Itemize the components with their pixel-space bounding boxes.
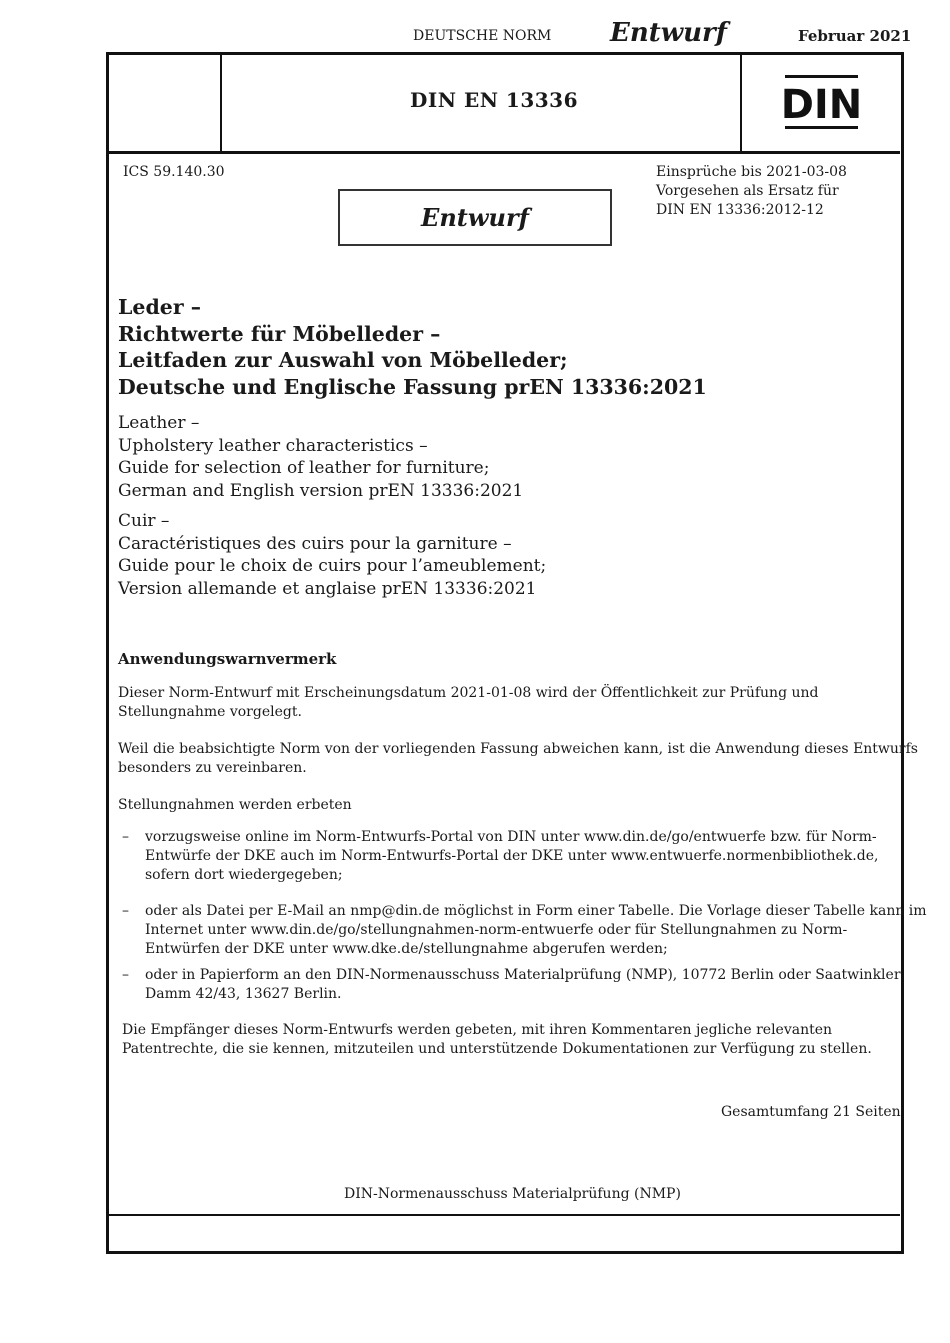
document-number: DIN EN 13336: [410, 88, 579, 112]
title-line: Caractéristiques des cuirs pour la garniture –: [118, 533, 512, 554]
title-line: Cuir –: [118, 511, 170, 531]
text-line: Weil die beabsichtigte Norm von der vorliegenden Fassung abweichen kann, ist die Anwendung dieses Entwurfs: [118, 741, 918, 757]
bullet-dash: –: [122, 967, 129, 983]
title-line: Version allemande et anglaise prEN 13336:2021: [118, 578, 537, 599]
publication-date: Februar 2021: [798, 27, 912, 45]
warning-paragraph-2: [118, 740, 918, 778]
title-german: [118, 294, 707, 400]
title-line: German and English version prEN 13336:2021: [118, 480, 524, 501]
replacement-label: Vorgesehen als Ersatz für: [656, 183, 839, 199]
header-divider-right: [740, 55, 742, 152]
warning-paragraph-1: [118, 684, 818, 722]
text-line: Damm 42/43, 13627 Berlin.: [145, 986, 342, 1002]
patent-notice: [122, 1021, 872, 1059]
title-english: [118, 412, 523, 502]
objection-deadline: Einsprüche bis 2021-03-08: [656, 164, 847, 180]
din-logo-text: DIN: [780, 82, 863, 128]
comments-requested: Stellungnahmen werden erbeten: [118, 797, 352, 813]
total-pages: Gesamtumfang 21 Seiten: [721, 1104, 901, 1120]
title-line: Guide pour le choix de cuirs pour l’ameublement;: [118, 556, 547, 576]
ics-code: ICS 59.140.30: [123, 164, 225, 180]
title-line: Leder –: [118, 295, 202, 319]
draft-box: [338, 189, 612, 246]
din-logo: [780, 75, 863, 129]
text-line: Internet unter www.din.de/go/stellungnahmen-norm-entwuerfe oder für Stellungnahmen zu Norm-: [145, 922, 848, 938]
title-line: Upholstery leather characteristics –: [118, 435, 428, 456]
title-line: Leitfaden zur Auswahl von Möbelleder;: [118, 348, 568, 372]
bullet-dash: –: [122, 903, 129, 919]
title-line: Leather –: [118, 413, 200, 433]
header-divider-left: [220, 55, 222, 152]
text-line: Entwürfe der DKE auch im Norm-Entwurfs-Portal der DKE unter www.entwuerfe.normenbibliothek.de,: [145, 848, 879, 864]
text-line: oder als Datei per E-Mail an nmp@din.de möglichst in Form einer Tabelle. Die Vorlage dieser Tabelle kann im: [145, 903, 927, 919]
replaced-standard: DIN EN 13336:2012-12: [656, 202, 824, 218]
draft-box-label: Entwurf: [421, 203, 529, 232]
draft-label: Entwurf: [610, 18, 727, 48]
bullet-dash: –: [122, 829, 129, 845]
warning-heading: Anwendungswarnvermerk: [118, 650, 337, 668]
title-line: Richtwerte für Möbelleder –: [118, 321, 441, 346]
title-line: Guide for selection of leather for furniture;: [118, 458, 490, 478]
title-french: [118, 510, 546, 600]
committee-name: DIN-Normenausschuss Materialprüfung (NMP): [344, 1186, 681, 1202]
draft-info: [656, 163, 847, 220]
norm-label: DEUTSCHE NORM: [413, 28, 552, 44]
footer-rule: [108, 1214, 900, 1216]
title-line: Deutsche und Englische Fassung prEN 13336:2021: [118, 374, 707, 399]
text-line: besonders zu vereinbaren.: [118, 760, 307, 776]
text-line: Patentrechte, die sie kennen, mitzuteilen und unterstützende Dokumentationen zur Verfügung zu stellen.: [122, 1041, 872, 1057]
text-line: Dieser Norm-Entwurf mit Erscheinungsdatum 2021-01-08 wird der Öffentlichkeit zur Prüfung und: [118, 685, 819, 701]
text-line: oder in Papierform an den DIN-Normenausschuss Materialprüfung (NMP), 10772 Berlin oder Saatwinkler: [145, 967, 901, 983]
text-line: vorzugsweise online im Norm-Entwurfs-Portal von DIN unter www.din.de/go/entwuerfe bzw. für Norm-: [145, 829, 877, 845]
text-line: Die Empfänger dieses Norm-Entwurfs werden gebeten, mit ihren Kommentaren jegliche relevanten: [122, 1022, 833, 1038]
header-bottom-rule: [108, 151, 900, 154]
text-line: sofern dort wiedergegeben;: [145, 867, 343, 883]
text-line: Entwürfen der DKE unter www.dke.de/stellungnahme abgerufen werden;: [145, 941, 668, 957]
text-line: Stellungnahme vorgelegt.: [118, 704, 302, 720]
list-item-text: [145, 966, 901, 1004]
list-item-text: [145, 902, 927, 959]
list-item-text: [145, 828, 878, 885]
